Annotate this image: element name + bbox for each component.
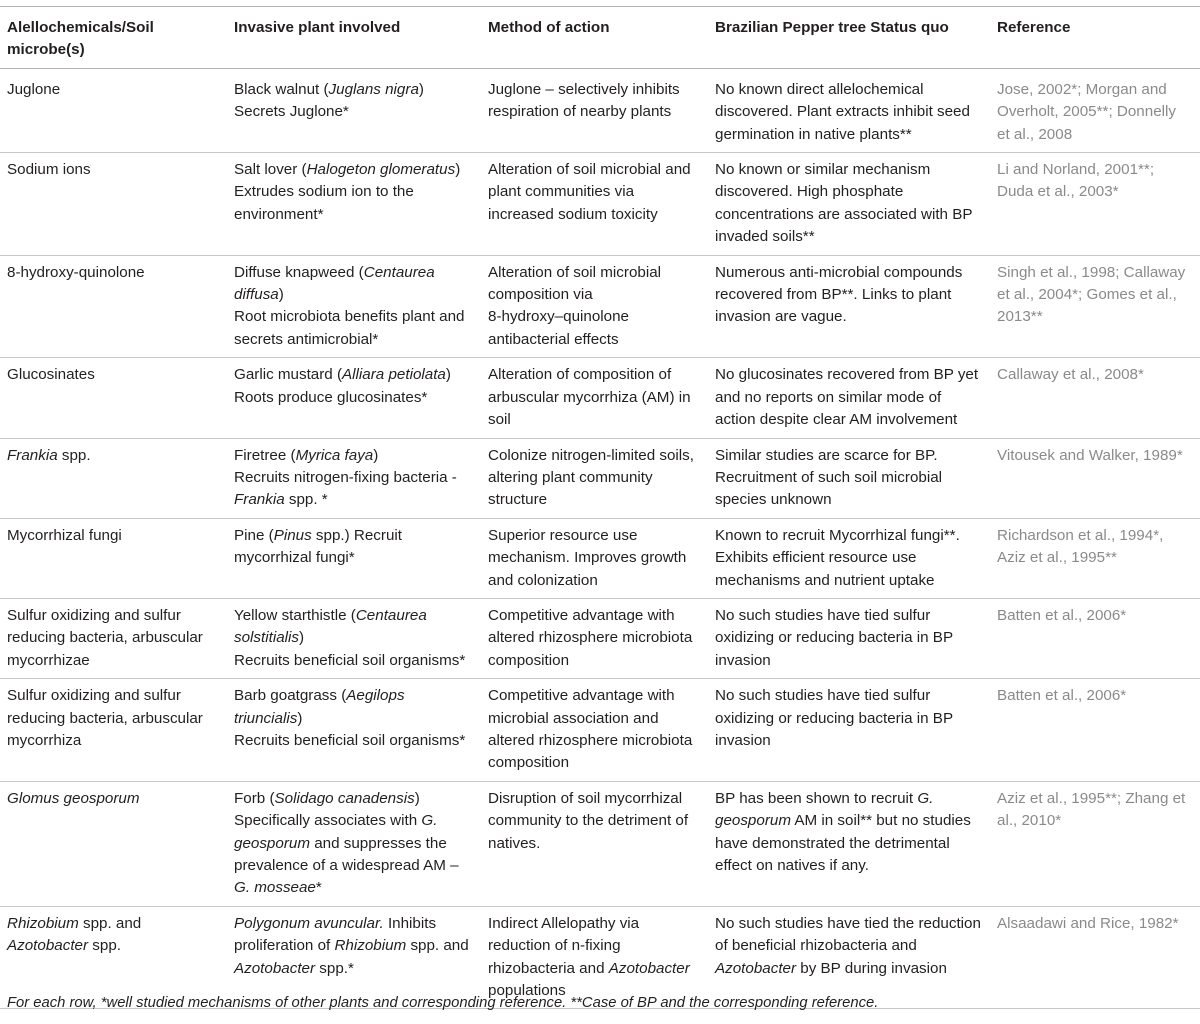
method-cell: Superior resource use mechanism. Improves growth and colonization xyxy=(481,518,708,598)
plant-cell: Black walnut (Juglans nigra) Secrets Juglone* xyxy=(227,68,481,152)
reference-cell: Richardson et al., 1994*, Aziz et al., 1995** xyxy=(990,518,1200,598)
reference-cell: Vitousek and Walker, 1989* xyxy=(990,438,1200,518)
method-cell: Alteration of soil microbial composition via 8-hydroxy–quinolone antibacterial effects xyxy=(481,255,708,358)
agent-cell: Glomus geosporum xyxy=(0,781,227,906)
method-cell: Competitive advantage with altered rhizosphere microbiota composition xyxy=(481,598,708,678)
header-agent: Alellochemicals/Soil microbe(s) xyxy=(0,7,227,69)
plant-cell: Salt lover (Halogeton glomeratus) Extrudes sodium ion to the environment* xyxy=(227,153,481,256)
status-cell: No such studies have tied sulfur oxidizing or reducing bacteria in BP invasion xyxy=(708,679,990,782)
header-reference: Reference xyxy=(990,7,1200,69)
agent-cell: Juglone xyxy=(0,68,227,152)
method-cell: Juglone – selectively inhibits respiration of nearby plants xyxy=(481,68,708,152)
agent-cell: Sulfur oxidizing and sulfur reducing bacteria, arbuscular mycorrhizae xyxy=(0,598,227,678)
table-row xyxy=(0,518,1200,598)
table-row xyxy=(0,68,1200,152)
header-method: Method of action xyxy=(481,7,708,69)
table-footnote: For each row, *well studied mechanisms of other plants and corresponding reference. **Case of BP and the corresponding reference. xyxy=(7,995,879,1011)
plant-cell: Yellow starthistle (Centaurea solstitialis) Recruits beneficial soil organisms* xyxy=(227,598,481,678)
reference-cell: Callaway et al., 2008* xyxy=(990,358,1200,438)
table-row xyxy=(0,781,1200,906)
table-row xyxy=(0,906,1200,1009)
table-row xyxy=(0,438,1200,518)
method-cell: Competitive advantage with microbial association and altered rhizosphere microbiota composition xyxy=(481,679,708,782)
header-row xyxy=(0,7,1200,69)
data-table-container xyxy=(0,6,1200,1009)
table-row xyxy=(0,598,1200,678)
plant-cell: Garlic mustard (Alliara petiolata) Roots produce glucosinates* xyxy=(227,358,481,438)
reference-cell: Jose, 2002*; Morgan and Overholt, 2005**; Donnelly et al., 2008 xyxy=(990,68,1200,152)
reference-cell: Batten et al., 2006* xyxy=(990,679,1200,782)
method-cell: Indirect Allelopathy via reduction of n-fixing rhizobacteria and Azotobacter populations xyxy=(481,906,708,1009)
status-cell: Numerous anti-microbial compounds recovered from BP**. Links to plant invasion are vague. xyxy=(708,255,990,358)
reference-cell: Singh et al., 1998; Callaway et al., 2004*; Gomes et al., 2013** xyxy=(990,255,1200,358)
agent-cell: Glucosinates xyxy=(0,358,227,438)
status-cell: No such studies have tied sulfur oxidizing or reducing bacteria in BP invasion xyxy=(708,598,990,678)
allelochemicals-table xyxy=(0,6,1200,1009)
method-cell: Alteration of soil microbial and plant communities via increased sodium toxicity xyxy=(481,153,708,256)
plant-cell: Barb goatgrass (Aegilops triuncialis) Recruits beneficial soil organisms* xyxy=(227,679,481,782)
agent-cell: Sulfur oxidizing and sulfur reducing bacteria, arbuscular mycorrhiza xyxy=(0,679,227,782)
agent-cell: Frankia spp. xyxy=(0,438,227,518)
status-cell: No such studies have tied the reduction of beneficial rhizobacteria and Azotobacter by BP during invasion xyxy=(708,906,990,1009)
plant-cell: Firetree (Myrica faya) Recruits nitrogen-fixing bacteria - Frankia spp. * xyxy=(227,438,481,518)
reference-cell: Li and Norland, 2001**; Duda et al., 2003* xyxy=(990,153,1200,256)
header-status: Brazilian Pepper tree Status quo xyxy=(708,7,990,69)
plant-cell: Polygonum avuncular. Inhibits proliferation of Rhizobium spp. and Azotobacter spp.* xyxy=(227,906,481,1009)
status-cell: No known direct allelochemical discovered. Plant extracts inhibit seed germination in native plants** xyxy=(708,68,990,152)
method-cell: Colonize nitrogen-limited soils, altering plant community structure xyxy=(481,438,708,518)
status-cell: No known or similar mechanism discovered. High phosphate concentrations are associated with BP invaded soils** xyxy=(708,153,990,256)
status-cell: BP has been shown to recruit G. geosporum AM in soil** but no studies have demonstrated the detrimental effect on natives if any. xyxy=(708,781,990,906)
method-cell: Alteration of composition of arbuscular mycorrhiza (AM) in soil xyxy=(481,358,708,438)
table-row xyxy=(0,153,1200,256)
reference-cell: Batten et al., 2006* xyxy=(990,598,1200,678)
method-cell: Disruption of soil mycorrhizal community to the detriment of natives. xyxy=(481,781,708,906)
table-row xyxy=(0,358,1200,438)
plant-cell: Forb (Solidago canadensis) Specifically associates with G. geosporum and suppresses the prevalence of a widespread AM – G. mosseae* xyxy=(227,781,481,906)
plant-cell: Pine (Pinus spp.) Recruit mycorrhizal fungi* xyxy=(227,518,481,598)
plant-cell: Diffuse knapweed (Centaurea diffusa) Root microbiota benefits plant and secrets antimicrobial* xyxy=(227,255,481,358)
reference-cell: Aziz et al., 1995**; Zhang et al., 2010* xyxy=(990,781,1200,906)
agent-cell: Sodium ions xyxy=(0,153,227,256)
header-plant: Invasive plant involved xyxy=(227,7,481,69)
table-row xyxy=(0,255,1200,358)
table-row xyxy=(0,679,1200,782)
agent-cell: Rhizobium spp. and Azotobacter spp. xyxy=(0,906,227,1009)
status-cell: No glucosinates recovered from BP yet and no reports on similar mode of action despite clear AM involvement xyxy=(708,358,990,438)
reference-cell: Alsaadawi and Rice, 1982* xyxy=(990,906,1200,1009)
agent-cell: Mycorrhizal fungi xyxy=(0,518,227,598)
status-cell: Known to recruit Mycorrhizal fungi**. Exhibits efficient resource use mechanisms and nutrient uptake xyxy=(708,518,990,598)
status-cell: Similar studies are scarce for BP. Recruitment of such soil microbial species unknown xyxy=(708,438,990,518)
agent-cell: 8-hydroxy-quinolone xyxy=(0,255,227,358)
